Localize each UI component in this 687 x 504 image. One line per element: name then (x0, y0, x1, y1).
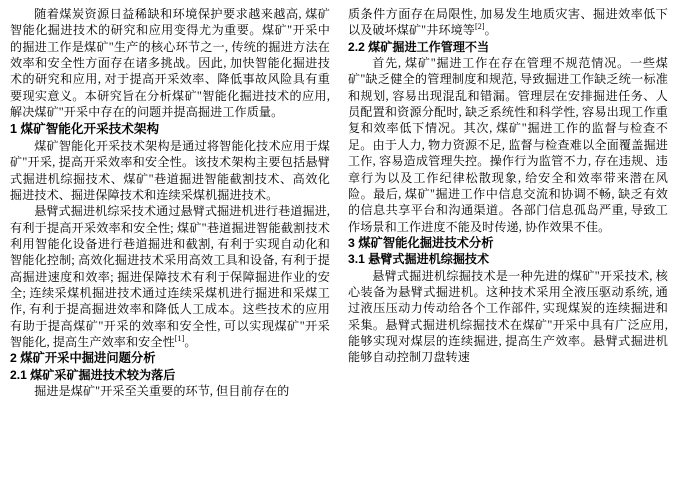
paragraph-continued (348, 6, 668, 39)
section-heading-2: 2 煤矿开采中掘进问题分析 (10, 351, 156, 366)
paragraph: 掘进是煤矿"开采至关重要的环节, 但目前存在的 (34, 384, 290, 399)
subsection-heading-2-2: 2.2 煤矿掘进工作管理不当 (348, 39, 490, 54)
paragraph: 煤矿智能化开采技术架构是通过将智能化技术应用于煤矿"开采, 提高开采效率和安全性。该技术架构主要包括悬臂式掘进机综掘技术、煤矿"巷道掘进智能截割技术、高效化掘进技术、掘进保障技术和连续采煤机掘进技术。 (10, 139, 330, 203)
paragraph (10, 203, 330, 350)
paragraph-text: 质条件方面存在局限性, 加易发生地质灾害、掘进效率低下以及破坏煤矿"井环境等 (348, 7, 668, 38)
citation-reference: [2] (474, 22, 485, 32)
right-column (348, 6, 668, 500)
subsection-heading-2-1: 2.1 煤矿采矿掘进技术较为落后 (10, 367, 176, 382)
section-heading-1: 1 煤矿智能化开采技术架构 (10, 122, 160, 137)
section-heading-3: 3 煤矿智能化掘进技术分析 (348, 235, 494, 250)
left-column (10, 6, 330, 500)
paragraph-tail: 。 (184, 335, 197, 350)
citation-reference: [1] (174, 334, 185, 344)
paragraph-tail: 。 (484, 23, 497, 38)
paragraph: 悬臂式掘进机综掘技术是一种先进的煤矿"开采技术, 核心装备为悬臂式掘进机。这种技术采用全液压驱动系统, 通过液压压动力传动给各个工作部件, 实现煤炭的连续掘进和采集。悬臂式掘进机综掘技术在煤矿"开采中具有广泛应用, 能够实现对煤层的连续掘进, 提高生产效率。悬臂式掘进机能够自动控制刀盘转速 (348, 268, 668, 365)
paragraph: 首先, 煤矿"掘进工作在存在管理不规范情况。一些煤矿"缺乏健全的管理制度和规范, 导致掘进工作缺乏统一标准和规划, 容易出现混乱和错漏。管理层在安排掘进任务、人员配置和资源分配时, 缺乏系统性和科学性, 容易出现工作重复和效率低下情况。其次, 煤矿"掘进工作的监督与检查不足。由于人力, 物力资源不足, 监督与检查难以全面覆盖掘进工作, 容易造成管理失控。操作行为监管不力, 存在违规、违章行为以及工作纪律松散现象, 给安全和效率带来潜在风险。最后, 煤矿"掘进工作中信息交流和协调不畅, 缺乏有效的信息共享平台和沟通渠道。各部门信息孤岛严重, 导致工作场景和工作进度不能及时传递, 协作效果不佳。 (348, 56, 668, 234)
paragraph: 随着煤炭资源日益稀缺和环境保护要求越来越高, 煤矿智能化掘进技术的研究和应用变得尤为重要。煤矿"开采中的掘进工作是煤矿"生产的核心环节之一, 传统的掘进方法在效率和安全性方面存在诸多挑战。因此, 加快智能化掘进技术的研究和应用, 对于提高开采效率、降低事故风险具有重要现实意义。本研究旨在分析煤矿"智能化掘进技术的应用, 解决煤矿"开采中存在的问题并提高掘进工作质量。 (10, 7, 330, 120)
paragraph-text: 悬臂式掘进机综采技术通过悬臂式掘进机进行巷道掘进, 有利于提高开采效率和安全性; 煤矿"巷道掘进智能截割技术利用智能化设备进行巷道掘进和截割, 有利于实现自动化和智能化控制; 高效化掘进技术采用高效工具和设备, 有利于提高掘进速度和效率; 掘进保障技术有利于保障掘进作业的安全; 连续采煤机掘进技术通过连续采煤机进行掘进和采煤工作, 有利于提高掘进效率和降低人工成本。这些技术的应用有助于提高煤矿"开采的效率和安全性, 可以实现煤矿"开采智能化, 提高生产效率和安全性 (10, 204, 330, 350)
subsection-heading-3-1: 3.1 悬臂式掘进机综掘技术 (348, 252, 490, 267)
